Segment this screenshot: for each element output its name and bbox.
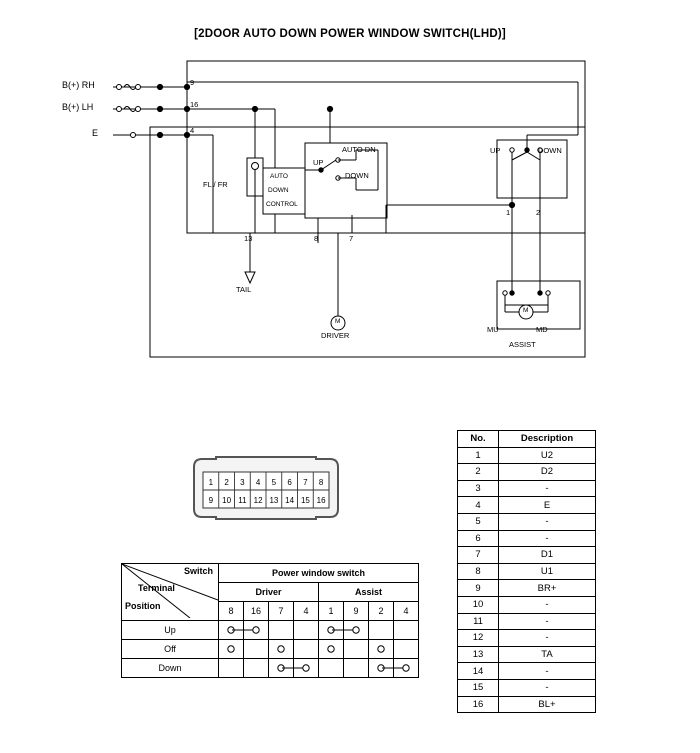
desc-cell-description: - — [499, 596, 596, 613]
desc-cell-description: - — [499, 530, 596, 547]
control-box-line-1: AUTO — [270, 173, 288, 180]
continuity-cell — [369, 621, 394, 640]
continuity-cell — [344, 640, 369, 659]
table-row — [458, 513, 596, 530]
desc-cell-description: - — [499, 513, 596, 530]
desc-cell-description: U2 — [499, 447, 596, 464]
switch-position-cell: Down — [122, 659, 219, 678]
connector-pin-6: 6 — [287, 478, 292, 487]
pin-8: 8 — [314, 234, 319, 243]
desc-table-head — [458, 431, 596, 448]
table-row — [122, 621, 419, 640]
desc-header-no: No. — [458, 431, 499, 448]
desc-cell-description: - — [499, 480, 596, 497]
connector-pin-4: 4 — [255, 478, 261, 487]
desc-cell-description: E — [499, 497, 596, 514]
continuity-cell — [244, 659, 269, 678]
continuity-cell — [294, 659, 319, 678]
table-row — [458, 447, 596, 464]
terminal-cell: 16 — [244, 602, 269, 621]
assist-switch-up-label: UP — [490, 146, 501, 155]
desc-cell-no: 1 — [458, 447, 499, 464]
pin-13: 13 — [244, 234, 253, 243]
terminal-cell: 9 — [344, 602, 369, 621]
table-row — [458, 580, 596, 597]
desc-cell-description: BR+ — [499, 580, 596, 597]
label-b-plus-lh: B(+) LH — [62, 102, 94, 112]
continuity-cell — [319, 659, 344, 678]
label-e: E — [92, 128, 99, 138]
continuity-cell — [344, 659, 369, 678]
assist-motor-symbol: M — [523, 307, 529, 314]
table-row — [458, 497, 596, 514]
continuity-cell — [219, 659, 244, 678]
assist-motor-label: ASSIST — [509, 340, 536, 349]
table-row — [458, 696, 596, 713]
desc-cell-description: - — [499, 679, 596, 696]
desc-cell-no: 8 — [458, 563, 499, 580]
continuity-cell — [319, 640, 344, 659]
continuity-cell — [244, 640, 269, 659]
pin-1: 1 — [506, 208, 511, 217]
label-b-plus-rh: B(+) RH — [62, 80, 95, 90]
terminal-cell: 8 — [219, 602, 244, 621]
continuity-cell — [244, 621, 269, 640]
connector-illustration — [186, 455, 346, 527]
desc-cell-description: D2 — [499, 464, 596, 481]
table-row — [458, 530, 596, 547]
continuity-mark — [344, 621, 368, 639]
control-box-line-3: CONTROL — [266, 201, 298, 208]
desc-cell-no: 4 — [458, 497, 499, 514]
desc-cell-no: 12 — [458, 630, 499, 647]
switch-continuity-table — [121, 563, 419, 678]
table-row — [458, 431, 596, 448]
desc-cell-no: 10 — [458, 596, 499, 613]
desc-cell-no: 13 — [458, 646, 499, 663]
desc-cell-no: 11 — [458, 613, 499, 630]
desc-cell-no: 2 — [458, 464, 499, 481]
switch-table-corner — [122, 564, 219, 621]
continuity-cell — [344, 621, 369, 640]
corner-label-terminal: Terminal — [138, 583, 175, 593]
continuity-mark — [219, 640, 243, 658]
pin-7: 7 — [349, 234, 354, 243]
subgroup-header-driver: Driver — [219, 583, 319, 602]
connector-pin-14: 14 — [285, 496, 295, 505]
table-row — [122, 640, 419, 659]
table-row — [458, 630, 596, 647]
desc-cell-no: 6 — [458, 530, 499, 547]
desc-cell-description: - — [499, 663, 596, 680]
driver-motor-symbol: M — [335, 318, 341, 325]
connector-pin-3: 3 — [240, 478, 245, 487]
group-header-power-window-switch: Power window switch — [219, 564, 419, 583]
driver-switch-down-label: DOWN — [345, 171, 369, 180]
subgroup-header-assist: Assist — [319, 583, 419, 602]
driver-switch-auto-dn-label: AUTO DN — [342, 145, 376, 154]
connector-pin-8: 8 — [318, 478, 324, 487]
terminal-description-table — [457, 430, 596, 713]
pin-16: 16 — [190, 100, 199, 109]
desc-cell-no: 15 — [458, 679, 499, 696]
assist-motor-md-label: MD — [536, 325, 548, 334]
desc-cell-description: U1 — [499, 563, 596, 580]
desc-cell-description: - — [499, 630, 596, 647]
continuity-mark — [244, 621, 268, 639]
table-row — [458, 563, 596, 580]
desc-table-body — [458, 447, 596, 713]
continuity-cell — [394, 621, 419, 640]
connector-pin-7: 7 — [303, 478, 308, 487]
continuity-mark — [294, 659, 318, 677]
switch-position-cell: Up — [122, 621, 219, 640]
pin-4: 4 — [190, 126, 195, 135]
table-row — [458, 663, 596, 680]
table-row — [458, 613, 596, 630]
pin-9: 9 — [190, 78, 195, 87]
table-row — [458, 547, 596, 564]
terminal-cell: 1 — [319, 602, 344, 621]
corner-label-position: Position — [125, 601, 161, 611]
continuity-cell — [394, 659, 419, 678]
terminal-cell: 4 — [294, 602, 319, 621]
connector-pin-15: 15 — [300, 496, 310, 505]
desc-cell-no: 16 — [458, 696, 499, 713]
driver-switch-up-label: UP — [313, 158, 324, 167]
table-row — [458, 646, 596, 663]
connector-pin-12: 12 — [253, 496, 263, 505]
continuity-cell — [219, 640, 244, 659]
table-row — [122, 564, 419, 583]
desc-cell-no: 9 — [458, 580, 499, 597]
continuity-mark — [369, 640, 393, 658]
label-tail: TAIL — [236, 285, 252, 294]
control-box-line-2: DOWN — [268, 187, 289, 194]
desc-cell-description: TA — [499, 646, 596, 663]
continuity-cell — [269, 640, 294, 659]
continuity-mark — [319, 640, 343, 658]
assist-switch-down-label: DOWN — [538, 146, 562, 155]
desc-cell-no: 7 — [458, 547, 499, 564]
connector-pin-16: 16 — [316, 496, 326, 505]
continuity-cell — [294, 621, 319, 640]
continuity-cell — [394, 640, 419, 659]
continuity-mark — [394, 659, 418, 677]
connector-pin-13: 13 — [269, 496, 279, 505]
switch-position-cell: Off — [122, 640, 219, 659]
table-row — [458, 464, 596, 481]
continuity-cell — [294, 640, 319, 659]
desc-cell-no: 5 — [458, 513, 499, 530]
page-title: [2DOOR AUTO DOWN POWER WINDOW SWITCH(LHD)] — [194, 28, 506, 40]
desc-cell-no: 3 — [458, 480, 499, 497]
terminal-cell: 2 — [369, 602, 394, 621]
desc-cell-description: D1 — [499, 547, 596, 564]
connector-pin-9: 9 — [208, 496, 214, 505]
assist-motor-mu-label: MU — [487, 325, 499, 334]
pin-2: 2 — [536, 208, 541, 217]
table-row — [458, 679, 596, 696]
continuity-cell — [269, 621, 294, 640]
connector-pin-2: 2 — [224, 478, 229, 487]
terminal-cell: 7 — [269, 602, 294, 621]
desc-cell-description: BL+ — [499, 696, 596, 713]
continuity-cell — [369, 640, 394, 659]
switch-table-body — [122, 621, 419, 678]
table-row — [458, 480, 596, 497]
connector-pin-11: 11 — [238, 496, 247, 505]
table-row — [122, 659, 419, 678]
table-row — [458, 596, 596, 613]
connector-pin-10: 10 — [222, 496, 232, 505]
connector-pin-1: 1 — [208, 478, 214, 487]
connector-pin-5: 5 — [271, 478, 277, 487]
desc-header-description: Description — [499, 431, 596, 448]
driver-motor-label: DRIVER — [321, 331, 350, 340]
terminal-cell: 4 — [394, 602, 419, 621]
corner-label-switch: Switch — [183, 566, 213, 576]
desc-cell-no: 14 — [458, 663, 499, 680]
continuity-mark — [269, 640, 293, 658]
desc-cell-description: - — [499, 613, 596, 630]
label-fl-fr: FL / FR — [203, 180, 228, 189]
